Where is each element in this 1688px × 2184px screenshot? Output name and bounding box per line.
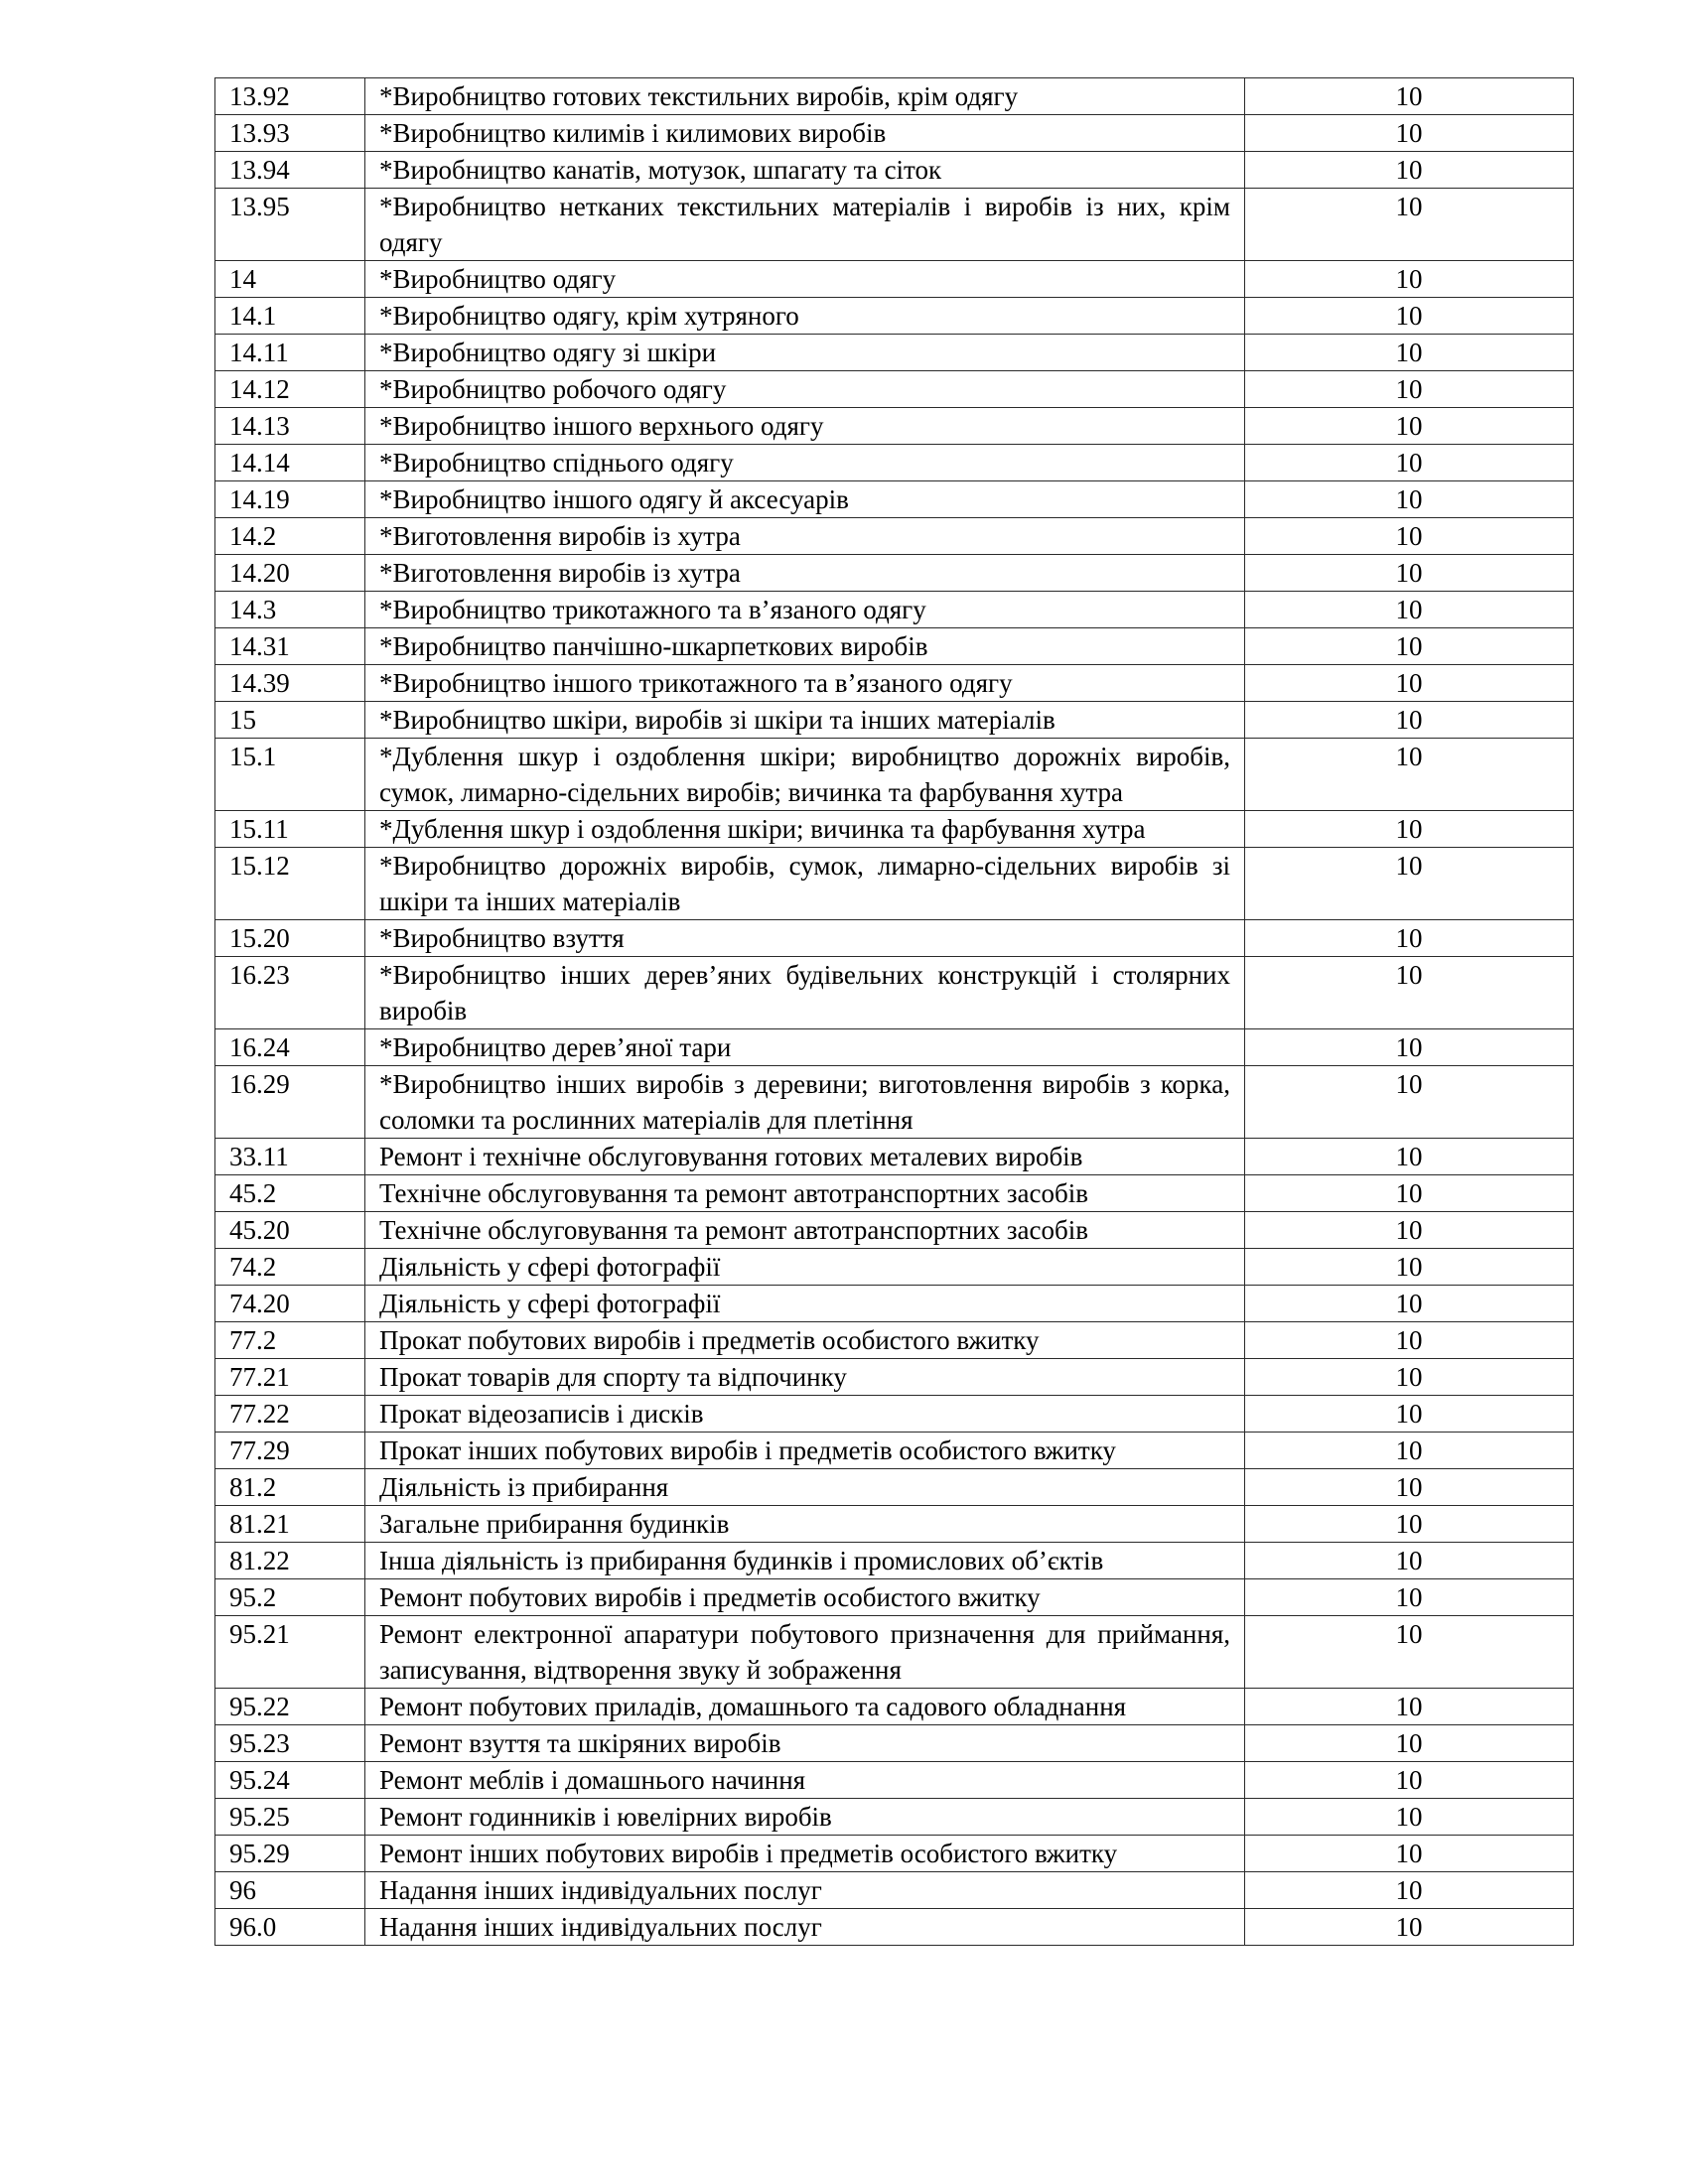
activity-code-cell: 77.22: [215, 1396, 365, 1433]
activity-description-cell: *Виготовлення виробів із хутра: [365, 518, 1245, 555]
activity-description-cell: *Виробництво канатів, мотузок, шпагату та сіток: [365, 152, 1245, 189]
activity-description-cell: *Виробництво іншого верхнього одягу: [365, 408, 1245, 445]
table-row: [215, 1139, 1574, 1175]
table-row: [215, 408, 1574, 445]
activity-code-cell: 13.92: [215, 78, 365, 115]
table-row: [215, 518, 1574, 555]
table-row: [215, 1543, 1574, 1579]
table-row: [215, 1762, 1574, 1799]
activity-code-cell: 77.21: [215, 1359, 365, 1396]
table-row: [215, 1836, 1574, 1872]
activity-description-cell: Інша діяльність із прибирання будинків і промислових об’єктів: [365, 1543, 1245, 1579]
activity-code-cell: 77.29: [215, 1433, 365, 1469]
activity-description-cell: *Виробництво дерев’яної тари: [365, 1029, 1245, 1066]
activity-description-cell: *Виробництво інших виробів з деревини; виготовлення виробів з корка, соломки та рослинних матеріалів для плетіння: [365, 1066, 1245, 1139]
activity-code-cell: 14.19: [215, 481, 365, 518]
activity-code-cell: 81.22: [215, 1543, 365, 1579]
table-row: [215, 481, 1574, 518]
activity-code-cell: 77.2: [215, 1322, 365, 1359]
activity-code-cell: 16.23: [215, 957, 365, 1029]
activity-code-cell: 81.2: [215, 1469, 365, 1506]
activity-code-cell: 14.11: [215, 335, 365, 371]
table-row: [215, 1249, 1574, 1286]
table-row: [215, 848, 1574, 920]
activity-description-cell: *Виробництво робочого одягу: [365, 371, 1245, 408]
rate-cell: 10: [1245, 1286, 1574, 1322]
table-row: [215, 628, 1574, 665]
rate-cell: 10: [1245, 739, 1574, 811]
activity-code-cell: 14.12: [215, 371, 365, 408]
table-row: [215, 189, 1574, 261]
rate-cell: 10: [1245, 592, 1574, 628]
activity-code-cell: 14: [215, 261, 365, 298]
activity-code-cell: 95.2: [215, 1579, 365, 1616]
activity-code-cell: 15.20: [215, 920, 365, 957]
table-row: [215, 115, 1574, 152]
rate-cell: 10: [1245, 848, 1574, 920]
table-row: [215, 1029, 1574, 1066]
activity-description-cell: Ремонт і технічне обслуговування готових металевих виробів: [365, 1139, 1245, 1175]
activity-code-cell: 96.0: [215, 1909, 365, 1946]
activity-description-cell: *Виробництво трикотажного та в’язаного одягу: [365, 592, 1245, 628]
table-row: [215, 78, 1574, 115]
activity-code-cell: 13.93: [215, 115, 365, 152]
activity-codes-table: [214, 77, 1574, 1946]
activity-code-cell: 14.31: [215, 628, 365, 665]
activity-description-cell: *Виробництво килимів і килимових виробів: [365, 115, 1245, 152]
table-row: [215, 702, 1574, 739]
activity-description-cell: Прокат побутових виробів і предметів особистого вжитку: [365, 1322, 1245, 1359]
activity-description-cell: Надання інших індивідуальних послуг: [365, 1872, 1245, 1909]
rate-cell: 10: [1245, 1689, 1574, 1725]
rate-cell: 10: [1245, 408, 1574, 445]
activity-code-cell: 13.94: [215, 152, 365, 189]
table-row: [215, 811, 1574, 848]
rate-cell: 10: [1245, 1175, 1574, 1212]
rate-cell: 10: [1245, 1433, 1574, 1469]
table-row: [215, 261, 1574, 298]
activity-code-cell: 14.2: [215, 518, 365, 555]
activity-code-cell: 45.20: [215, 1212, 365, 1249]
rate-cell: 10: [1245, 445, 1574, 481]
table-row: [215, 1689, 1574, 1725]
rate-cell: 10: [1245, 1872, 1574, 1909]
activity-code-cell: 33.11: [215, 1139, 365, 1175]
table-row: [215, 1872, 1574, 1909]
rate-cell: 10: [1245, 1212, 1574, 1249]
activity-code-cell: 14.1: [215, 298, 365, 335]
rate-cell: 10: [1245, 1469, 1574, 1506]
activity-description-cell: *Виробництво інших дерев’яних будівельних конструкцій і столярних виробів: [365, 957, 1245, 1029]
table-row: [215, 1066, 1574, 1139]
rate-cell: 10: [1245, 261, 1574, 298]
activity-code-cell: 95.25: [215, 1799, 365, 1836]
activity-code-cell: 16.29: [215, 1066, 365, 1139]
rate-cell: 10: [1245, 1725, 1574, 1762]
table-row: [215, 152, 1574, 189]
activity-description-cell: *Виробництво нетканих текстильних матеріалів і виробів із них, крім одягу: [365, 189, 1245, 261]
activity-description-cell: Діяльність із прибирання: [365, 1469, 1245, 1506]
rate-cell: 10: [1245, 1066, 1574, 1139]
table-row: [215, 1175, 1574, 1212]
table-row: [215, 371, 1574, 408]
rate-cell: 10: [1245, 1616, 1574, 1689]
rate-cell: 10: [1245, 335, 1574, 371]
table-row: [215, 1725, 1574, 1762]
table-row: [215, 1469, 1574, 1506]
table-row: [215, 445, 1574, 481]
activity-code-cell: 14.13: [215, 408, 365, 445]
activity-code-cell: 13.95: [215, 189, 365, 261]
table-row: [215, 335, 1574, 371]
activity-code-cell: 15.1: [215, 739, 365, 811]
rate-cell: 10: [1245, 555, 1574, 592]
rate-cell: 10: [1245, 1506, 1574, 1543]
activity-code-cell: 95.21: [215, 1616, 365, 1689]
activity-code-cell: 95.23: [215, 1725, 365, 1762]
activity-description-cell: *Виробництво спіднього одягу: [365, 445, 1245, 481]
table-row: [215, 665, 1574, 702]
rate-cell: 10: [1245, 702, 1574, 739]
activity-code-cell: 45.2: [215, 1175, 365, 1212]
rate-cell: 10: [1245, 920, 1574, 957]
rate-cell: 10: [1245, 115, 1574, 152]
activity-description-cell: *Дублення шкур і оздоблення шкіри; вичинка та фарбування хутра: [365, 811, 1245, 848]
activity-code-cell: 14.3: [215, 592, 365, 628]
activity-description-cell: Прокат товарів для спорту та відпочинку: [365, 1359, 1245, 1396]
table-row: [215, 1909, 1574, 1946]
rate-cell: 10: [1245, 1359, 1574, 1396]
activity-description-cell: Діяльність у сфері фотографії: [365, 1249, 1245, 1286]
activity-code-cell: 14.14: [215, 445, 365, 481]
activity-code-cell: 16.24: [215, 1029, 365, 1066]
activity-description-cell: Ремонт інших побутових виробів і предметів особистого вжитку: [365, 1836, 1245, 1872]
table-row: [215, 592, 1574, 628]
activity-code-cell: 74.2: [215, 1249, 365, 1286]
activity-code-cell: 95.29: [215, 1836, 365, 1872]
activity-code-cell: 74.20: [215, 1286, 365, 1322]
activity-description-cell: Прокат інших побутових виробів і предметів особистого вжитку: [365, 1433, 1245, 1469]
activity-description-cell: *Виробництво панчішно-шкарпеткових виробів: [365, 628, 1245, 665]
activity-description-cell: *Виробництво одягу, крім хутряного: [365, 298, 1245, 335]
table-body: [215, 78, 1574, 1946]
table-row: [215, 957, 1574, 1029]
rate-cell: 10: [1245, 189, 1574, 261]
table-row: [215, 920, 1574, 957]
activity-description-cell: Надання інших індивідуальних послуг: [365, 1909, 1245, 1946]
activity-description-cell: *Виробництво іншого трикотажного та в’язаного одягу: [365, 665, 1245, 702]
activity-code-cell: 14.20: [215, 555, 365, 592]
activity-description-cell: *Виробництво взуття: [365, 920, 1245, 957]
table-row: [215, 298, 1574, 335]
table-row: [215, 1506, 1574, 1543]
activity-code-cell: 15: [215, 702, 365, 739]
rate-cell: 10: [1245, 481, 1574, 518]
rate-cell: 10: [1245, 1029, 1574, 1066]
table-row: [215, 1616, 1574, 1689]
activity-description-cell: *Виробництво шкіри, виробів зі шкіри та інших матеріалів: [365, 702, 1245, 739]
activity-code-cell: 95.24: [215, 1762, 365, 1799]
activity-code-cell: 15.11: [215, 811, 365, 848]
rate-cell: 10: [1245, 1909, 1574, 1946]
rate-cell: 10: [1245, 957, 1574, 1029]
activity-description-cell: Технічне обслуговування та ремонт автотранспортних засобів: [365, 1175, 1245, 1212]
rate-cell: 10: [1245, 628, 1574, 665]
table-row: [215, 1396, 1574, 1433]
activity-description-cell: *Виробництво одягу: [365, 261, 1245, 298]
activity-code-cell: 96: [215, 1872, 365, 1909]
activity-description-cell: *Виробництво готових текстильних виробів, крім одягу: [365, 78, 1245, 115]
activity-description-cell: Ремонт годинників і ювелірних виробів: [365, 1799, 1245, 1836]
rate-cell: 10: [1245, 1543, 1574, 1579]
table-row: [215, 1212, 1574, 1249]
rate-cell: 10: [1245, 298, 1574, 335]
activity-description-cell: Технічне обслуговування та ремонт автотранспортних засобів: [365, 1212, 1245, 1249]
activity-description-cell: Діяльність у сфері фотографії: [365, 1286, 1245, 1322]
activity-description-cell: Ремонт побутових приладів, домашнього та садового обладнання: [365, 1689, 1245, 1725]
table-row: [215, 1579, 1574, 1616]
table-row: [215, 1322, 1574, 1359]
activity-description-cell: Загальне прибирання будинків: [365, 1506, 1245, 1543]
activity-description-cell: Ремонт меблів і домашнього начиння: [365, 1762, 1245, 1799]
table-row: [215, 739, 1574, 811]
table-row: [215, 1286, 1574, 1322]
table-row: [215, 555, 1574, 592]
table-row: [215, 1433, 1574, 1469]
rate-cell: 10: [1245, 152, 1574, 189]
table-row: [215, 1799, 1574, 1836]
activity-description-cell: *Виготовлення виробів із хутра: [365, 555, 1245, 592]
activity-code-cell: 81.21: [215, 1506, 365, 1543]
activity-code-cell: 14.39: [215, 665, 365, 702]
rate-cell: 10: [1245, 665, 1574, 702]
rate-cell: 10: [1245, 518, 1574, 555]
rate-cell: 10: [1245, 1396, 1574, 1433]
rate-cell: 10: [1245, 1836, 1574, 1872]
rate-cell: 10: [1245, 1579, 1574, 1616]
activity-description-cell: Ремонт взуття та шкіряних виробів: [365, 1725, 1245, 1762]
rate-cell: 10: [1245, 1799, 1574, 1836]
rate-cell: 10: [1245, 78, 1574, 115]
rate-cell: 10: [1245, 811, 1574, 848]
table-row: [215, 1359, 1574, 1396]
activity-description-cell: *Виробництво одягу зі шкіри: [365, 335, 1245, 371]
activity-code-cell: 95.22: [215, 1689, 365, 1725]
activity-description-cell: Ремонт електронної апаратури побутового призначення для приймання, записування, відтворення звуку й зображення: [365, 1616, 1245, 1689]
activity-code-cell: 15.12: [215, 848, 365, 920]
activity-description-cell: *Дублення шкур і оздоблення шкіри; виробництво дорожніх виробів, сумок, лимарно-сідельних виробів; вичинка та фарбування хутра: [365, 739, 1245, 811]
rate-cell: 10: [1245, 371, 1574, 408]
activity-description-cell: *Виробництво дорожніх виробів, сумок, лимарно-сідельних виробів зі шкіри та інших матеріалів: [365, 848, 1245, 920]
activity-description-cell: Ремонт побутових виробів і предметів особистого вжитку: [365, 1579, 1245, 1616]
activity-description-cell: *Виробництво іншого одягу й аксесуарів: [365, 481, 1245, 518]
rate-cell: 10: [1245, 1762, 1574, 1799]
activity-description-cell: Прокат відеозаписів і дисків: [365, 1396, 1245, 1433]
rate-cell: 10: [1245, 1322, 1574, 1359]
rate-cell: 10: [1245, 1249, 1574, 1286]
rate-cell: 10: [1245, 1139, 1574, 1175]
